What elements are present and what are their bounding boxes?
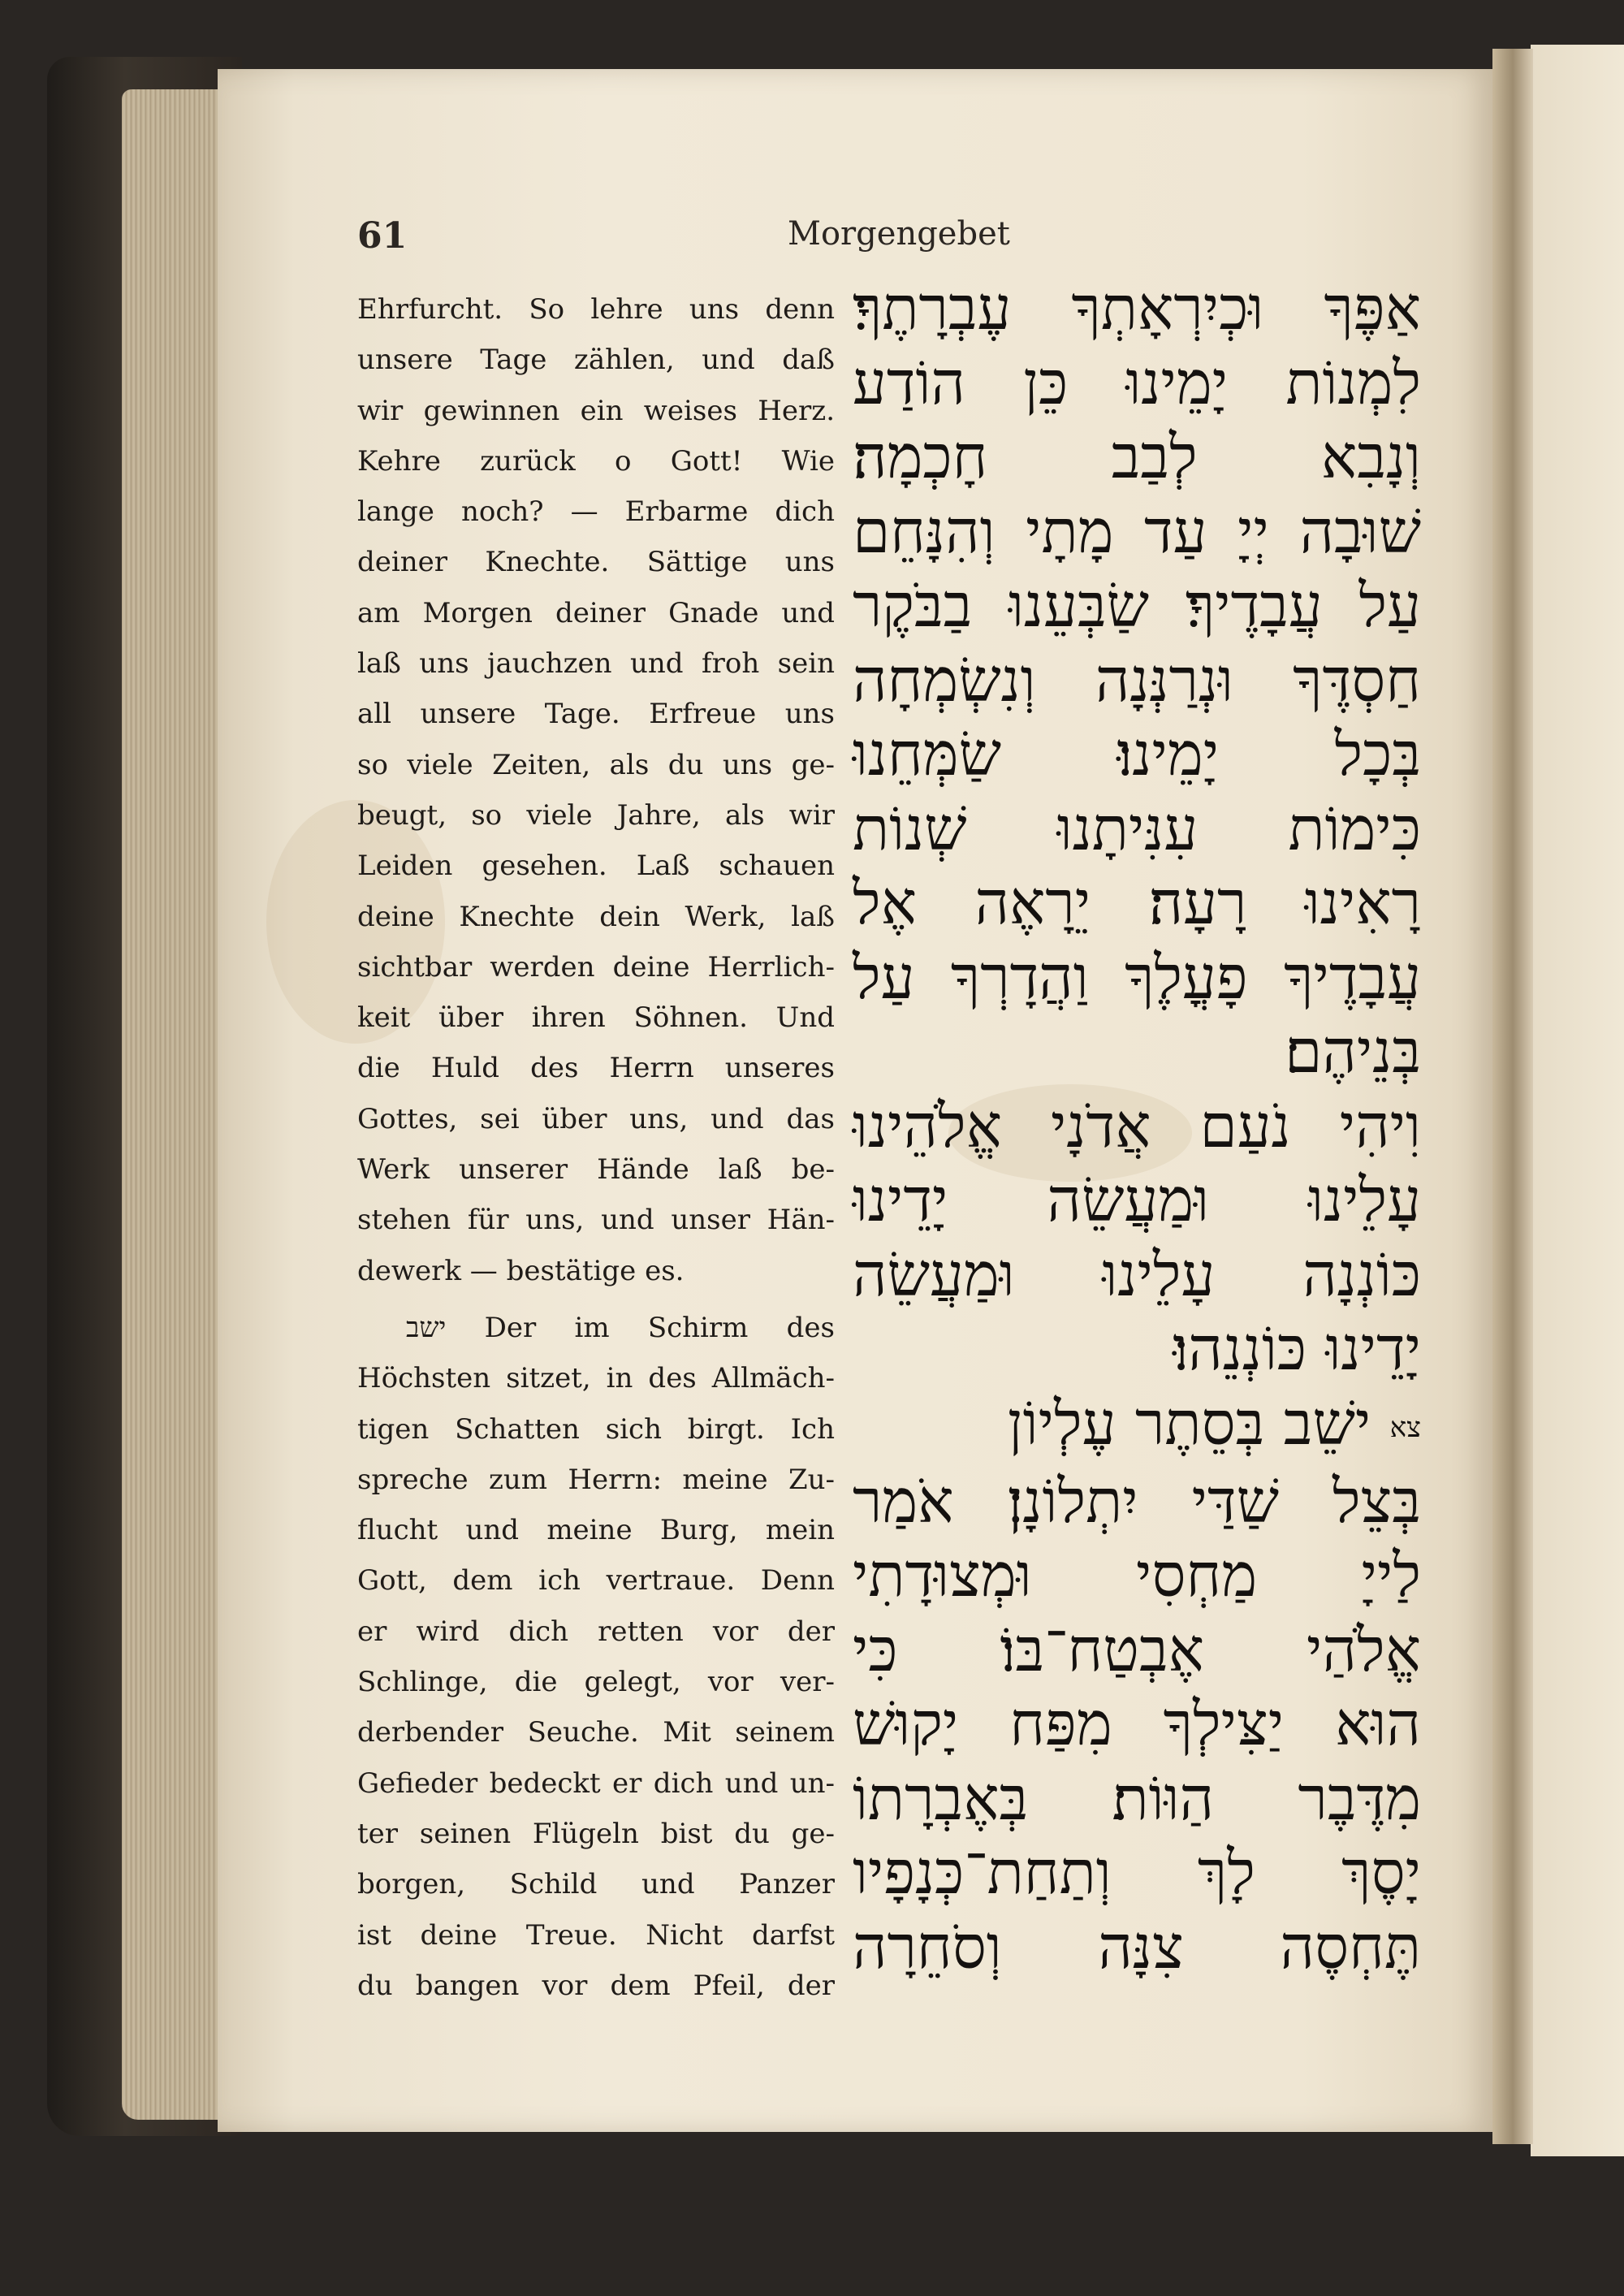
text-line: Ehrfurcht. So lehre uns denn	[357, 293, 835, 326]
text-line: wir gewinnen ein weises Herz.	[357, 394, 835, 427]
hebrew-line: לַייָ מַחְסִי וּמְצוּדָתִי	[853, 1541, 1421, 1611]
text-line: Gefieder bedeckt er dich und un-	[357, 1766, 835, 1800]
hebrew-line: עֲבָדֶיךָ פָעֳלֶךָ וַהֲדָרְךָ עַל	[853, 942, 1421, 1013]
text-line: Gott, dem ich vertraue. Denn	[357, 1564, 835, 1598]
text-line: unsere Tage zählen, und daß	[357, 344, 835, 377]
hebrew-line: מִדֶּבֶר הַוּוֹת׃ בְּאֶבְרָתוֹ	[853, 1763, 1421, 1834]
hebrew-line: תֶּחְסֶה צִנָּה וְסֹחֵרָה	[853, 1912, 1421, 1983]
text-line: Werk unserer Hände laß be-	[357, 1153, 835, 1187]
hebrew-line: כּוֹנְנָה עָלֵינוּ וּמַעֲשֵׂה	[853, 1239, 1421, 1310]
hebrew-line: שׁוּבָה יְיָ עַד מָתָי וְהִנָּחֵם	[853, 496, 1421, 567]
facing-page-edge	[1531, 45, 1624, 2156]
text-line: keit über ihren Söhnen. Und	[357, 1001, 835, 1035]
text-line: Schlinge, die gelegt, vor ver-	[357, 1666, 835, 1699]
text-line: tigen Schatten sich birgt. Ich	[357, 1412, 835, 1446]
text-line: lange noch? — Erbarme dich	[357, 495, 835, 529]
text-line: derbender Seuche. Mit seinem	[357, 1716, 835, 1749]
text-line: am Morgen deiner Gnade und	[357, 596, 835, 629]
text-line: Gottes, sei über uns, und das	[357, 1102, 835, 1135]
text-line: Kehre zurück o Gott! Wie	[357, 444, 835, 478]
book-gutter	[1492, 49, 1533, 2144]
text-line: dewerk — bestätige es.	[357, 1254, 685, 1287]
german-paragraph-1	[357, 284, 844, 1296]
hebrew-line: חַסְדֶּךָ וּנְרַנְּנָה וְנִשְׂמְחָה	[853, 645, 1421, 716]
text-line: ישב Der im Schirm des	[406, 1311, 835, 1344]
hebrew-line: וִיהִי נֹעַם אֲדֹנָי אֱלֹהֵינוּ	[853, 1091, 1421, 1161]
text-line: Höchsten sitzet, in des Allmäch-	[357, 1362, 835, 1395]
german-paragraph-2	[357, 1303, 844, 2011]
text-line: ist deine Treue. Nicht darfst	[357, 1918, 835, 1952]
text-line: laß uns jauchzen und froh sein	[357, 647, 835, 681]
hebrew-line: לִמְנוֹת יָמֵינוּ כֵּן הוֹדַע	[853, 348, 1421, 418]
hebrew-line: יָדֵינוּ כּוֹנְנֵהוּ׃	[1173, 1314, 1421, 1384]
text-line: ter seinen Flügeln bist du ge-	[357, 1817, 835, 1850]
hebrew-line: כִּימוֹת עִנִּיתָנוּ שְׁנוֹת	[853, 793, 1421, 864]
page-number: 61	[357, 215, 408, 257]
hebrew-line: בְּכָל יָמֵינוּ׃ שַׂמְּחֵנוּ	[853, 720, 1421, 789]
text-line: die Huld des Herrn unseres	[357, 1052, 835, 1085]
text-line: borgen, Schild und Panzer	[357, 1868, 835, 1901]
text-line: deiner Knechte. Sättige uns	[357, 546, 835, 579]
text-line: er wird dich retten vor der	[357, 1615, 835, 1648]
page-header	[357, 215, 1413, 264]
hebrew-psalm-start-line	[853, 1387, 1421, 1465]
text-line: du bangen vor dem Pfeil, der	[357, 1969, 835, 2002]
hebrew-line: הוּא יַצִּילְךָ מִפַּח יָקוּשׁ	[853, 1689, 1421, 1760]
text-line: so viele Zeiten, als du uns ge-	[357, 748, 835, 781]
hebrew-line: עָלֵינוּ וּמַעֲשֵׂה יָדֵינוּ	[853, 1165, 1421, 1235]
text-line: stehen für uns, und unser Hän-	[357, 1204, 835, 1237]
hebrew-line: אַפֶּךָ וּכְיִרְאָתְךָ עֶבְרָתֶךָ׃	[853, 274, 1421, 344]
text-line: deine Knechte dein Werk, laß	[357, 900, 835, 933]
hebrew-text-column	[836, 272, 1421, 1985]
text-line: flucht und meine Burg, mein	[357, 1514, 835, 1547]
text-line: all unsere Tage. Erfreue uns	[357, 698, 835, 731]
hebrew-line: בְּצֵל שַׁדַּי יִתְלוֹנָן׃ אֹמַר	[853, 1466, 1421, 1537]
text-line: beugt, so viele Jahre, als wir	[357, 798, 835, 832]
hebrew-line-text: ישֵׁב בְּסֵתֶר עֶלְיוֹן	[1007, 1388, 1371, 1459]
text-line: sichtbar werden deine Herrlich-	[357, 950, 835, 984]
hebrew-line: אֱלֹהַי אֶבְטַח־בּוֹ׃ כִּי	[853, 1615, 1421, 1685]
text-line: Leiden gesehen. Laß schauen	[357, 850, 835, 883]
running-head: Morgengebet	[788, 215, 1010, 253]
hebrew-line: וְנָבִא לְבַב חָכְמָה׃	[853, 422, 1421, 492]
hebrew-line: יָסֶךְ לָךְ וְתַחַת־כְּנָפָיו	[853, 1838, 1421, 1909]
hebrew-line: בְּנֵיהֶם׃	[1285, 1017, 1421, 1087]
text-line: spreche zum Herrn: meine Zu-	[357, 1463, 835, 1496]
hebrew-line: רָאִינוּ רָעָה׃ יֵרָאֶה אֶל	[853, 868, 1421, 938]
hebrew-line: עַל עֲבָדֶיךָ׃ שַׂבְּעֵנוּ בַבֹּקֶר	[853, 571, 1421, 641]
german-translation-column	[357, 284, 844, 2011]
psalm-number: צא	[1389, 1411, 1421, 1444]
